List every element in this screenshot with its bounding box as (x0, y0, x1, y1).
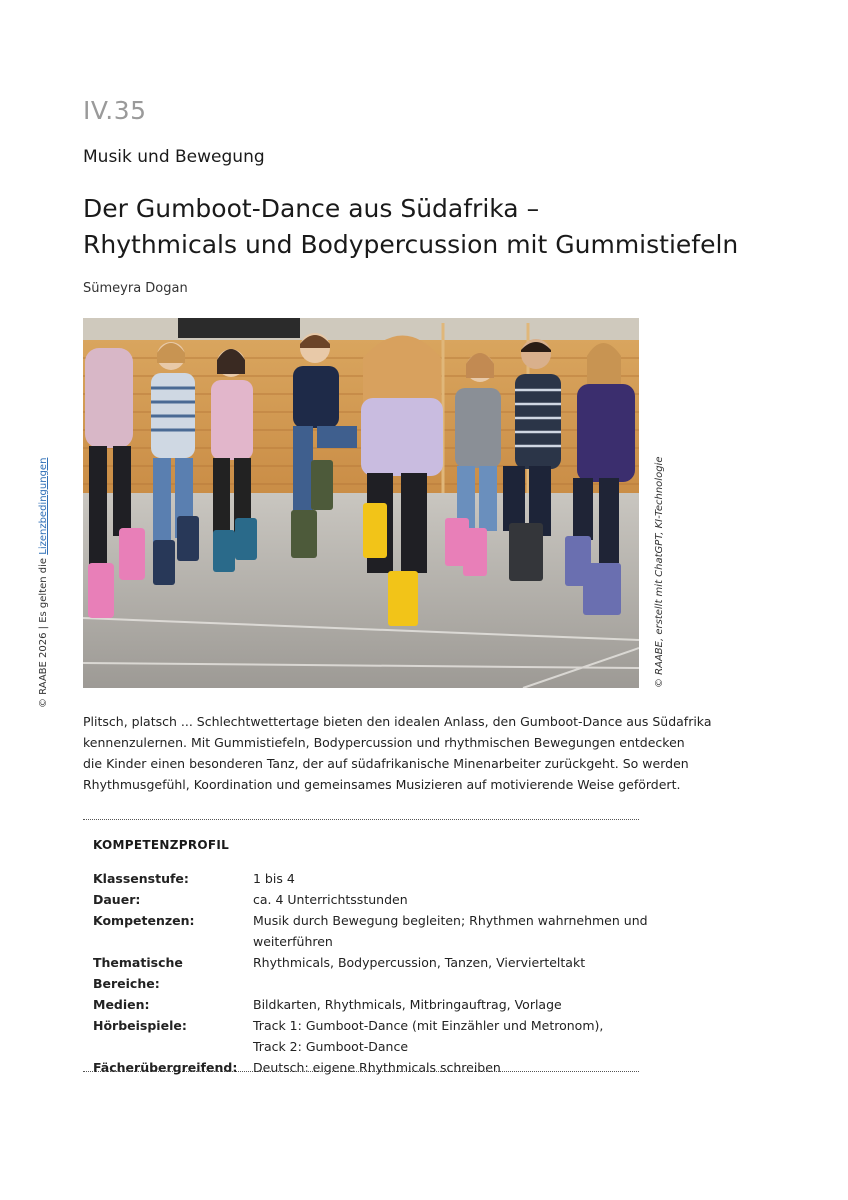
divider-top (83, 819, 639, 820)
profile-label: Dauer: (93, 892, 141, 907)
profile-row-competences (93, 910, 648, 952)
profile-value (253, 868, 633, 889)
title-line-1: Der Gumboot-Dance aus Südafrika – (83, 194, 540, 223)
intro-line-2: kennenzulernen. Mit Gummistiefeln, Bodypercussion und rhythmischen Bewegungen entdecken (83, 735, 685, 750)
divider-bottom (83, 1071, 639, 1072)
value-line: Track 1: Gumboot-Dance (mit Einzähler und Metronom), (253, 1018, 604, 1033)
value-line: Bildkarten, Rhythmicals, Mitbringauftrag, Vorlage (253, 997, 562, 1012)
profile-label: Kompetenzen: (93, 913, 195, 928)
copyright-sidebar (38, 458, 49, 708)
value-line: ca. 4 Unterrichtsstunden (253, 892, 408, 907)
profile-label: Medien: (93, 997, 150, 1012)
section-number: IV.35 (83, 96, 147, 125)
profile-value (253, 994, 633, 1015)
subject-heading: Musik und Bewegung (83, 147, 265, 167)
profile-value (253, 1057, 633, 1078)
intro-paragraph (83, 711, 712, 795)
profile-label: Klassenstufe: (93, 871, 189, 886)
value-line: weiterführen (253, 934, 333, 949)
competence-profile-table (93, 868, 648, 1078)
title-line-2: Rhythmicals und Bodypercussion mit Gummistiefeln (83, 230, 739, 259)
profile-label: Fächerübergreifend: (93, 1060, 238, 1075)
gumboot-dance-photo (83, 318, 639, 688)
profile-row-grade (93, 868, 633, 889)
profile-label: Thematische Bereiche: (93, 955, 183, 991)
intro-line-4: Rhythmusgefühl, Koordination und gemeinsames Musizieren auf motivierende Weise gefördert. (83, 777, 681, 792)
value-line: Musik durch Bewegung begleiten; Rhythmen wahrnehmen und (253, 913, 648, 928)
profile-value (253, 952, 633, 994)
value-line: Rhythmicals, Bodypercussion, Tanzen, Viervierteltakt (253, 955, 586, 970)
profile-value (253, 910, 648, 952)
value-line: Deutsch: eigene Rhythmicals schreiben (253, 1060, 501, 1075)
profile-row-duration (93, 889, 633, 910)
profile-row-topics (93, 952, 633, 994)
value-line: Track 2: Gumboot-Dance (253, 1039, 409, 1054)
license-link[interactable]: Lizenzbedingungen (38, 457, 49, 555)
profile-value (253, 889, 633, 910)
author-name: Sümeyra Dogan (83, 281, 188, 296)
profile-value (253, 1015, 633, 1057)
value-line: 1 bis 4 (253, 871, 295, 886)
profile-row-cross-curricular (93, 1057, 633, 1078)
copyright-text: © RAABE 2026 | Es gelten die (38, 554, 49, 708)
profile-row-audio (93, 1015, 633, 1057)
intro-line-1: Plitsch, platsch ... Schlechtwettertage bieten den idealen Anlass, den Gumboot-Dance aus Südafrika (83, 714, 712, 729)
intro-line-3: die Kinder einen besonderen Tanz, der auf südafrikanische Minenarbeiter zurückgeht. So werden (83, 756, 689, 771)
page-title (83, 191, 739, 263)
photo-credit: © RAABE, erstellt mit ChatGPT, KI-Technologie (654, 456, 665, 688)
competence-profile-heading: KOMPETENZPROFIL (93, 838, 230, 852)
profile-row-media (93, 994, 633, 1015)
profile-label: Hörbeispiele: (93, 1018, 187, 1033)
